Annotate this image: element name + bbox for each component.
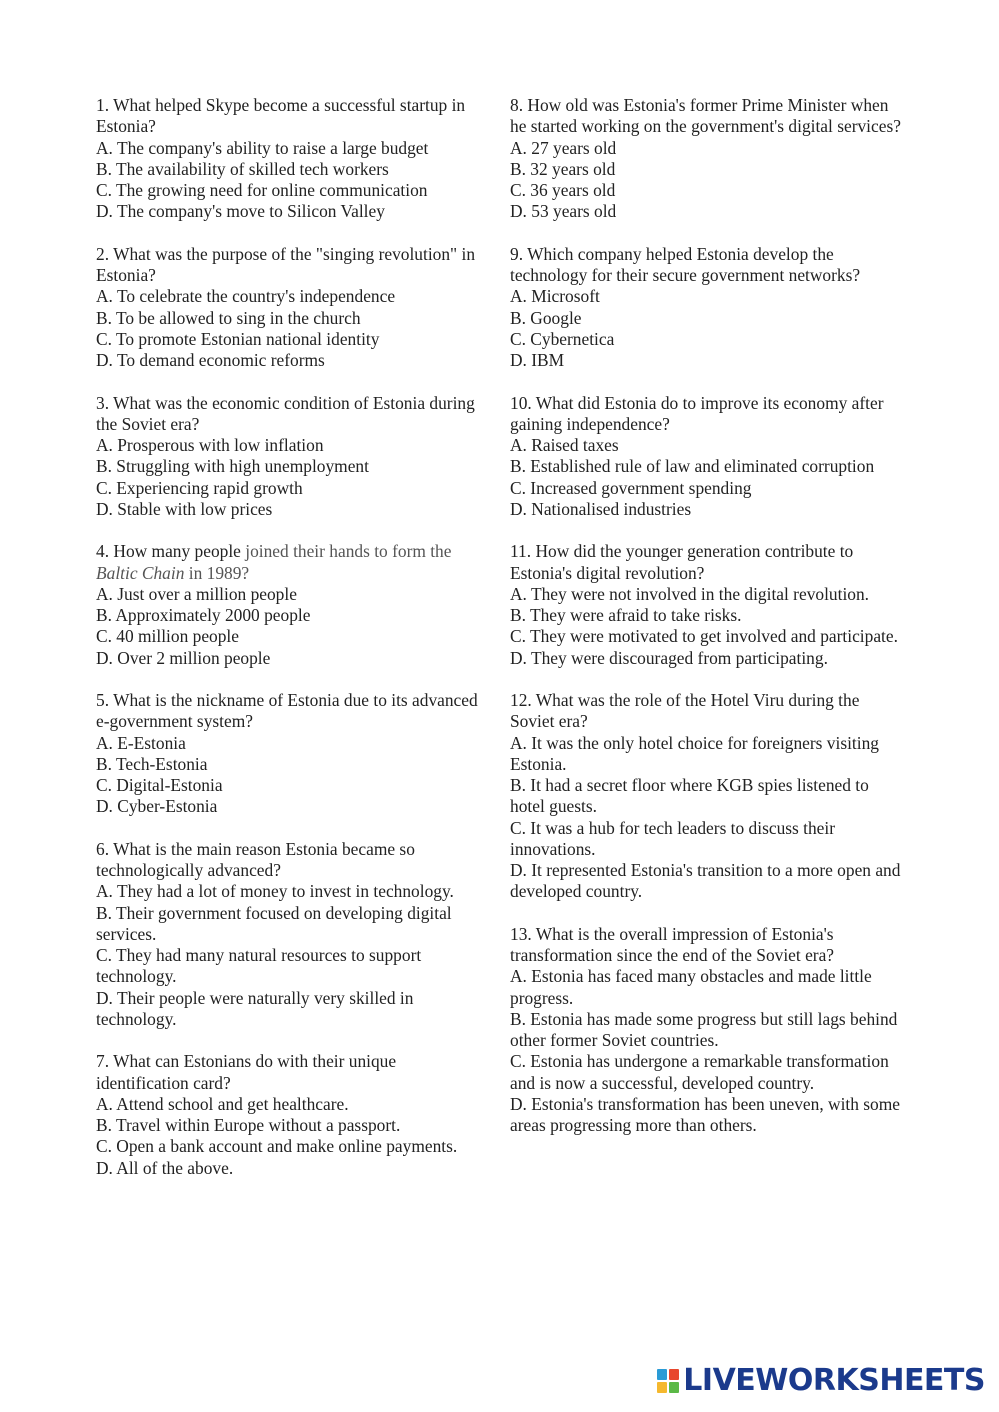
answer-option: A. It was the only hotel choice for foreigners visiting Estonia. <box>510 732 879 774</box>
answer-option: C. Estonia has undergone a remarkable transformation and is now a successful, developed country. <box>510 1051 889 1093</box>
question-block <box>96 393 492 521</box>
question-text: 10. What did Estonia do to improve its economy after gaining independence? <box>510 392 884 434</box>
answer-option: B. 32 years old <box>510 158 616 179</box>
question-text: 3. What was the economic condition of Estonia during the Soviet era? <box>96 392 475 434</box>
answer-option: C. To promote Estonian national identity <box>96 328 380 349</box>
answer-option: D. To demand economic reforms <box>96 350 325 370</box>
answer-option: D. Cyber-Estonia <box>96 796 218 817</box>
right-column <box>510 95 906 1158</box>
answer-option: C. Open a bank account and make online payments. <box>96 1136 458 1157</box>
answer-option: C. It was a hub for tech leaders to discuss their innovations. <box>510 817 836 859</box>
answer-option: C. Experiencing rapid growth <box>96 477 303 498</box>
question-text-part: joined their hands to form the <box>245 541 452 562</box>
answer-option: D. The company's move to Silicon Valley <box>96 201 385 222</box>
answer-option: C. Increased government spending <box>510 477 752 498</box>
logo-tile <box>669 1369 679 1380</box>
question-block <box>96 541 492 669</box>
answer-option: C. 40 million people <box>96 626 239 647</box>
answer-option: D. Nationalised industries <box>510 498 692 519</box>
question-block <box>510 541 906 669</box>
question-text: 5. What is the nickname of Estonia due to its advanced e-government system? <box>96 690 478 732</box>
question-block <box>510 924 906 1137</box>
answer-option: A. Just over a million people <box>96 583 297 604</box>
answer-option: D. They were discouraged from participating. <box>510 647 828 668</box>
answer-option: A. Attend school and get healthcare. <box>96 1093 349 1114</box>
question-text: 12. What was the role of the Hotel Viru during the Soviet era? <box>510 690 860 732</box>
answer-option: D. IBM <box>510 350 565 370</box>
question-text <box>96 541 492 584</box>
question-text: 7. What can Estonians do with their unique identification card? <box>96 1051 397 1093</box>
answer-option: A. E-Estonia <box>96 732 186 753</box>
answer-option: A. They were not involved in the digital revolution. <box>510 583 870 604</box>
answer-option: B. It had a secret floor where KGB spies listened to hotel guests. <box>510 775 869 817</box>
answer-option: A. Raised taxes <box>510 435 619 455</box>
answer-option: B. To be allowed to sing in the church <box>96 307 361 328</box>
answer-option: B. Their government focused on developing digital services. <box>96 902 452 944</box>
logo-tiles-icon <box>657 1369 679 1393</box>
question-block <box>510 244 906 372</box>
answer-option: C. Cybernetica <box>510 328 615 349</box>
answer-option: A. Prosperous with low inflation <box>96 435 324 455</box>
question-text: 6. What is the main reason Estonia became so technologically advanced? <box>96 838 415 880</box>
question-block <box>510 690 906 903</box>
answer-option: C. The growing need for online communication <box>96 180 428 200</box>
question-text: 11. How did the younger generation contribute to Estonia's digital revolution? <box>510 541 854 583</box>
answer-option: B. The availability of skilled tech workers <box>96 158 389 179</box>
answer-option: C. 36 years old <box>510 180 616 200</box>
question-block <box>96 1051 492 1179</box>
question-block <box>96 244 492 372</box>
answer-option: B. Struggling with high unemployment <box>96 456 369 477</box>
answer-option: A. 27 years old <box>510 137 617 158</box>
answer-option: A. The company's ability to raise a large budget <box>96 137 429 158</box>
answer-option: D. All of the above. <box>96 1157 234 1178</box>
answer-option: C. Digital-Estonia <box>96 775 223 795</box>
answer-option: A. Estonia has faced many obstacles and made little progress. <box>510 966 872 1008</box>
question-text: 9. Which company helped Estonia develop the technology for their secure government networks? <box>510 243 861 285</box>
liveworksheets-logo[interactable] <box>657 1363 985 1398</box>
question-text: 2. What was the purpose of the "singing revolution" in Estonia? <box>96 243 476 285</box>
question-text-part: in 1989? <box>184 562 250 583</box>
logo-tile <box>657 1369 667 1380</box>
answer-option: B. Established rule of law and eliminated corruption <box>510 456 875 477</box>
question-text: 1. What helped Skype become a successful startup in Estonia? <box>96 95 466 137</box>
question-text-emphasis: Baltic Chain <box>96 562 185 583</box>
question-text: 13. What is the overall impression of Estonia's transformation since the end of the Soviet era? <box>510 923 835 965</box>
answer-option: D. 53 years old <box>510 201 617 222</box>
left-column <box>96 95 492 1200</box>
question-text: 8. How old was Estonia's former Prime Minister when he started working on the government's digital services? <box>510 95 901 137</box>
question-block <box>96 690 492 818</box>
answer-option: B. Estonia has made some progress but still lags behind other former Soviet countries. <box>510 1008 898 1050</box>
answer-option: B. Tech-Estonia <box>96 753 208 774</box>
answer-option: D. Stable with low prices <box>96 498 273 519</box>
answer-option: B. They were afraid to take risks. <box>510 605 742 625</box>
answer-option: D. It represented Estonia's transition to a more open and developed country. <box>510 860 901 902</box>
logo-tile <box>669 1382 679 1393</box>
answer-option: A. They had a lot of money to invest in technology. <box>96 881 454 902</box>
question-block <box>96 95 492 223</box>
answer-option: B. Google <box>510 307 582 328</box>
question-block <box>510 95 906 223</box>
logo-tile <box>657 1382 667 1393</box>
answer-option: D. Estonia's transformation has been uneven, with some areas progressing more than others. <box>510 1093 900 1135</box>
answer-option: C. They had many natural resources to support technology. <box>96 945 422 987</box>
logo-text: LIVEWORKSHEETS <box>683 1363 985 1398</box>
answer-option: A. Microsoft <box>510 286 600 307</box>
answer-option: C. They were motivated to get involved and participate. <box>510 626 898 647</box>
question-block <box>510 393 906 521</box>
answer-option: D. Their people were naturally very skilled in technology. <box>96 987 414 1029</box>
answer-option: B. Travel within Europe without a passport. <box>96 1115 401 1135</box>
answer-option: A. To celebrate the country's independence <box>96 286 396 307</box>
question-text-part: 4. How many people <box>96 541 246 562</box>
answer-option: D. Over 2 million people <box>96 647 271 668</box>
question-block <box>96 839 492 1030</box>
answer-option: B. Approximately 2000 people <box>96 605 311 625</box>
